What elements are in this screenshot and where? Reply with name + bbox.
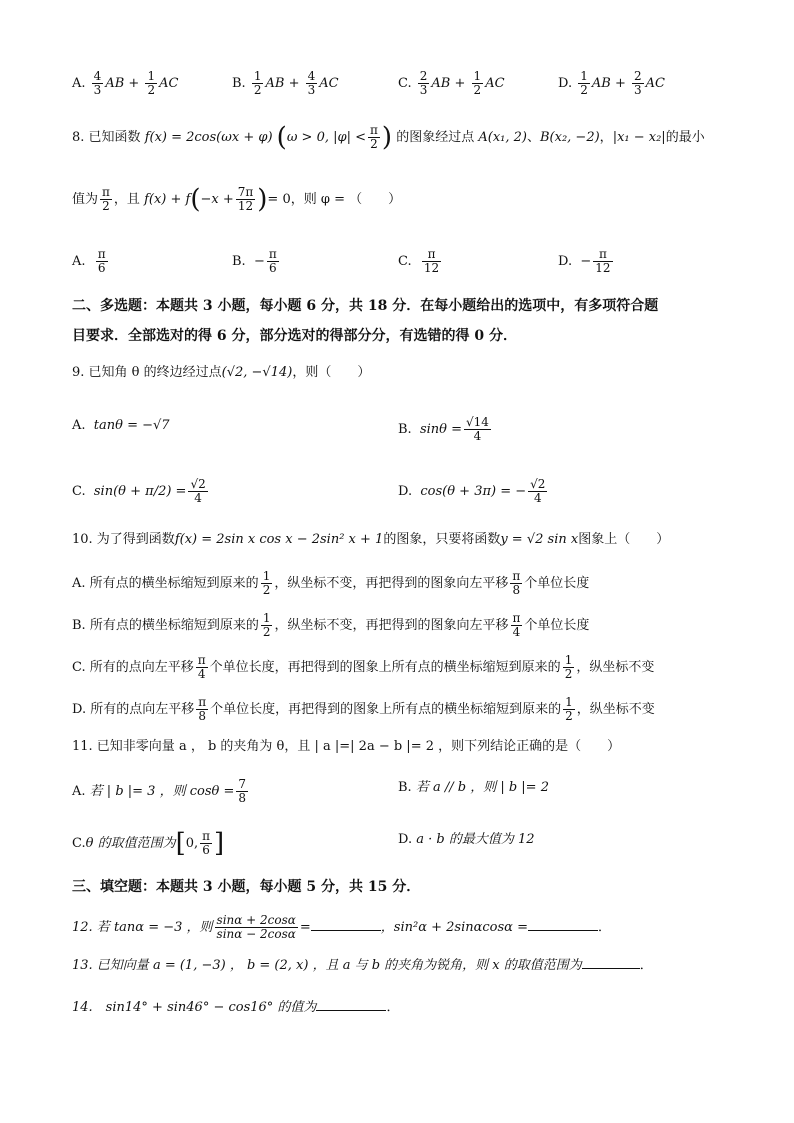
q8-option-b — [232, 248, 281, 275]
option-label: C. — [398, 254, 412, 269]
option-label: B. — [398, 780, 412, 795]
fraction — [464, 416, 491, 443]
operator: + — [128, 76, 140, 91]
answer-blank[interactable] — [311, 918, 381, 931]
fraction — [196, 696, 208, 723]
option-label: B. — [232, 76, 246, 91]
option-label: A. — [72, 784, 86, 799]
point-b: B(x₂, −2) — [540, 130, 600, 145]
denominator: 4 — [533, 491, 542, 505]
denominator: 2 — [564, 667, 573, 681]
numerator: 1 — [564, 653, 573, 667]
stem-text: 的图象，只要将函数 — [383, 532, 501, 547]
point-a: A(x₁, 2) — [478, 130, 527, 145]
stem-text: 14. sin14° + sin46° − cos16° 的值为 — [72, 1000, 317, 1015]
numerator: 2 — [634, 69, 642, 83]
denominator: 2 — [473, 83, 482, 97]
numerator: π — [512, 569, 521, 583]
function-expr: f(x) + f — [144, 192, 191, 207]
fraction — [511, 612, 523, 639]
option-label: D. — [558, 254, 573, 269]
stem-text: 10. 为了得到函数 — [72, 532, 175, 547]
function-expr: f(x) = 2sin x cos x − 2sin² x + 1 — [174, 532, 384, 547]
option-label: A. — [72, 76, 86, 91]
option-text: ，纵坐标不变，再把得到的图象向左平移 — [274, 576, 509, 591]
q14 — [72, 998, 399, 1018]
answer-blank[interactable] — [316, 998, 386, 1011]
fraction — [306, 70, 318, 97]
q9-option-d — [398, 478, 549, 505]
option-label: B. — [398, 422, 412, 437]
sign: − — [580, 254, 592, 269]
fraction-7pi-12 — [236, 186, 256, 213]
equals: = — [299, 920, 311, 935]
denominator: 4 — [473, 429, 482, 443]
fraction — [563, 654, 575, 681]
bracket-close: ] — [214, 828, 225, 859]
numerator: π — [370, 123, 378, 137]
q10-option-b — [72, 612, 589, 639]
option-label: C. — [72, 484, 86, 499]
q10-option-a — [72, 570, 589, 597]
option-label: A. — [72, 576, 86, 591]
option-text: 所有点的横坐标缩短到原来的 — [89, 618, 259, 633]
fraction — [578, 70, 590, 97]
q7-option-b — [232, 70, 339, 97]
vector-ab: AB — [105, 76, 125, 91]
q10-stem — [72, 530, 669, 550]
fraction — [418, 70, 430, 97]
q7-option-a — [72, 70, 178, 97]
numerator: π — [197, 653, 206, 667]
denominator: 2 — [262, 583, 271, 597]
fraction-pi-2 — [368, 124, 380, 151]
bracket-open: [ — [175, 828, 186, 859]
vector-ac: AC — [485, 76, 505, 91]
option-label: A. — [72, 254, 86, 269]
denominator: 6 — [202, 843, 210, 857]
q9-stem — [72, 363, 370, 383]
denominator: 12 — [423, 261, 440, 275]
denominator: 6 — [268, 261, 277, 275]
denominator: 12 — [595, 261, 611, 275]
q9-option-c — [72, 478, 210, 505]
fraction-pi-2 — [100, 186, 112, 213]
numerator: 1 — [262, 611, 271, 625]
denominator: 2 — [102, 199, 110, 213]
numerator: π — [422, 248, 441, 262]
q9-option-b — [398, 416, 493, 443]
fraction — [145, 70, 157, 97]
vector-ac: AC — [645, 76, 665, 91]
fraction — [92, 70, 104, 97]
vector-ac: AC — [319, 76, 339, 91]
operator: + — [288, 76, 300, 91]
denominator: 4 — [512, 625, 521, 639]
q8-option-c — [398, 248, 443, 275]
numerator: √2 — [530, 477, 546, 491]
section2-heading-line1: 二、多选题：本题共 3 小题，每小题 6 分，共 18 分．在每小题给出的选项中，有多项符合题 — [72, 298, 659, 314]
option-label: B. — [72, 618, 86, 633]
option-text: a · b 的最大值为 12 — [416, 832, 535, 847]
point: (√2, −√14) — [221, 365, 293, 380]
fraction — [261, 612, 273, 639]
fraction — [472, 70, 484, 97]
option-text: 个单位长度，再把得到的图象上所有点的横坐标缩短到原来的 — [209, 660, 561, 675]
period: ． — [386, 1000, 400, 1015]
fraction — [632, 70, 644, 97]
fraction — [96, 248, 108, 275]
numerator: 1 — [580, 69, 588, 83]
stem-text: ，sin²α + 2sinαcosα = — [380, 920, 528, 935]
numerator: 1 — [147, 69, 156, 83]
paren-open: ( — [276, 122, 287, 153]
stem-text: ，则 φ = （ ） — [290, 192, 402, 207]
section2-heading-line2: 目要求．全部选对的得 6 分，部分选对的得部分分，有选错的得 0 分． — [72, 328, 517, 344]
denominator: 2 — [370, 137, 378, 151]
numerator: π — [102, 185, 110, 199]
condition-expr: ω > 0, |φ| < — [286, 130, 367, 145]
option-text: ，纵坐标不变 — [576, 702, 655, 717]
numerator: π — [512, 611, 521, 625]
denominator: 12 — [237, 199, 254, 213]
option-text: 个单位长度 — [524, 576, 590, 591]
equation: = 0 — [267, 192, 291, 207]
numerator: π — [268, 247, 277, 261]
numerator: 7π — [237, 185, 254, 199]
denominator: 2 — [147, 83, 156, 97]
q11-option-a — [72, 778, 250, 805]
q10-option-c — [72, 654, 654, 681]
paren-open: ( — [190, 184, 201, 215]
option-label: C. — [72, 660, 86, 675]
stem-text: 9. 已知角 θ 的终边经过点 — [72, 365, 222, 380]
fraction — [422, 248, 441, 275]
abs-diff: |x₁ − x₂| — [612, 130, 666, 145]
sign: − — [253, 254, 265, 269]
stem-text: 图象上（ ） — [578, 532, 670, 547]
numerator: 2 — [419, 69, 428, 83]
option-text: 个单位长度，再把得到的图象上所有点的横坐标缩短到原来的 — [210, 702, 562, 717]
q8-option-a — [72, 248, 110, 275]
paren-close: ) — [257, 184, 268, 215]
option-text: 所有的点向左平移 — [89, 660, 194, 675]
option-label: D. — [558, 76, 573, 91]
fraction — [267, 248, 279, 275]
q8-stem-line2 — [72, 186, 401, 213]
stem-text: 13. 已知向量 a = (1, −3) ， b = (2, x) ，且 a 与 b 的夹角为锐角，则 x 的取值范围为 — [72, 958, 582, 973]
q8-option-d — [558, 248, 615, 275]
option-lhs: cos(θ + 3π) = − — [420, 484, 527, 499]
numerator: π — [198, 695, 207, 709]
fraction — [563, 696, 575, 723]
denominator: 2 — [580, 83, 588, 97]
numerator: 4 — [93, 69, 102, 83]
q11-option-d — [398, 830, 535, 850]
operator: + — [614, 76, 626, 91]
numerator: π — [202, 829, 211, 843]
option-text: θ 的取值范围为 — [85, 836, 176, 851]
numerator: π — [97, 247, 106, 261]
option-label: C. — [72, 836, 86, 851]
q10-option-d — [72, 696, 655, 723]
vector-ac: AC — [159, 76, 179, 91]
fraction — [528, 478, 547, 505]
period: ． — [597, 920, 611, 935]
separator: ， — [599, 130, 613, 145]
option-text: 若 | b |= 3 ，则 cosθ = — [89, 784, 235, 799]
q12 — [72, 914, 611, 941]
separator: 、 — [526, 130, 540, 145]
q11-option-b — [398, 778, 549, 798]
stem-text: 的图象经过点 — [396, 130, 475, 145]
fraction — [252, 70, 264, 97]
vector-ab: AB — [431, 76, 451, 91]
option-text: 若 a // b ，则 | b |= 2 — [415, 780, 549, 795]
fraction — [236, 778, 248, 805]
answer-blank[interactable] — [582, 956, 640, 969]
fraction — [215, 914, 298, 941]
q13 — [72, 956, 653, 976]
denominator: 2 — [253, 83, 262, 97]
numerator: 1 — [262, 569, 271, 583]
denominator: 6 — [97, 261, 106, 275]
fraction — [510, 570, 522, 597]
stem-text: 的最小 — [665, 130, 705, 145]
function-expr: y = √2 sin x — [500, 532, 579, 547]
denominator: 2 — [565, 709, 573, 723]
period: ． — [639, 958, 653, 973]
numerator: 1 — [565, 695, 573, 709]
option-label: B. — [232, 254, 246, 269]
denominator: 3 — [93, 83, 102, 97]
vector-ab: AB — [591, 76, 611, 91]
fraction — [593, 248, 612, 275]
numerator: 1 — [253, 69, 262, 83]
stem-text: ，则（ ） — [292, 365, 371, 380]
stem-text: ，且 — [113, 192, 140, 207]
q9-option-a — [72, 416, 170, 436]
option-text: ，纵坐标不变 — [576, 660, 655, 675]
stem-text: 8. 已知函数 — [72, 130, 141, 145]
numerator: π — [593, 248, 612, 262]
option-lhs: sin(θ + π/2) = — [93, 484, 187, 499]
numerator: sinα + 2cosα — [216, 913, 296, 927]
denominator: 4 — [197, 667, 206, 681]
numerator: 4 — [307, 69, 316, 83]
answer-blank[interactable] — [528, 918, 598, 931]
numerator: √14 — [466, 415, 489, 429]
option-text: 所有的点向左平移 — [90, 702, 195, 717]
option-label: D. — [72, 702, 87, 717]
q11-stem: 11. 已知非零向量 a ， b 的夹角为 θ，且 | a |=| 2a − b |= 2 ，则下列结论正确的是（ ） — [72, 739, 621, 754]
option-text: 所有点的横坐标缩短到原来的 — [89, 576, 259, 591]
denominator: 3 — [419, 83, 428, 97]
option-lhs: sinθ = — [419, 422, 463, 437]
option-label: A. — [72, 418, 86, 433]
fraction — [196, 654, 208, 681]
denominator: 8 — [238, 791, 246, 805]
numerator: 7 — [238, 777, 246, 791]
stem-text: 12. 若 tanα = −3 ，则 — [72, 920, 213, 935]
denominator: 8 — [512, 583, 521, 597]
stem-text: 值为 — [72, 192, 99, 207]
q7-option-d — [558, 70, 665, 97]
fraction — [261, 570, 273, 597]
option-label: D. — [398, 832, 413, 847]
q11-option-c — [72, 830, 224, 857]
operator: + — [454, 76, 466, 91]
section3-heading: 三、填空题：本题共 3 小题，每小题 5 分，共 15 分． — [72, 879, 421, 895]
fraction — [188, 478, 207, 505]
option-text: ，纵坐标不变，再把得到的图象向左平移 — [274, 618, 509, 633]
function-expr: f(x) = 2cos(ωx + φ) — [144, 130, 273, 145]
numerator: √2 — [190, 477, 206, 491]
denominator: 3 — [307, 83, 316, 97]
interval-low: 0, — [185, 836, 199, 851]
vector-ab: AB — [265, 76, 285, 91]
inner-expr: −x + — [200, 192, 234, 207]
denominator: sinα − 2cosα — [216, 927, 296, 941]
q8-stem-line1 — [72, 124, 705, 151]
option-text: 个单位长度 — [524, 618, 590, 633]
option-text: tanθ = −√7 — [93, 418, 170, 433]
option-label: C. — [398, 76, 412, 91]
denominator: 3 — [634, 83, 642, 97]
denominator: 8 — [198, 709, 207, 723]
q7-option-c — [398, 70, 505, 97]
denominator: 4 — [194, 491, 202, 505]
numerator: 1 — [473, 69, 482, 83]
option-label: D. — [398, 484, 413, 499]
paren-close: ) — [381, 122, 393, 153]
denominator: 2 — [262, 625, 271, 639]
fraction — [200, 830, 212, 857]
